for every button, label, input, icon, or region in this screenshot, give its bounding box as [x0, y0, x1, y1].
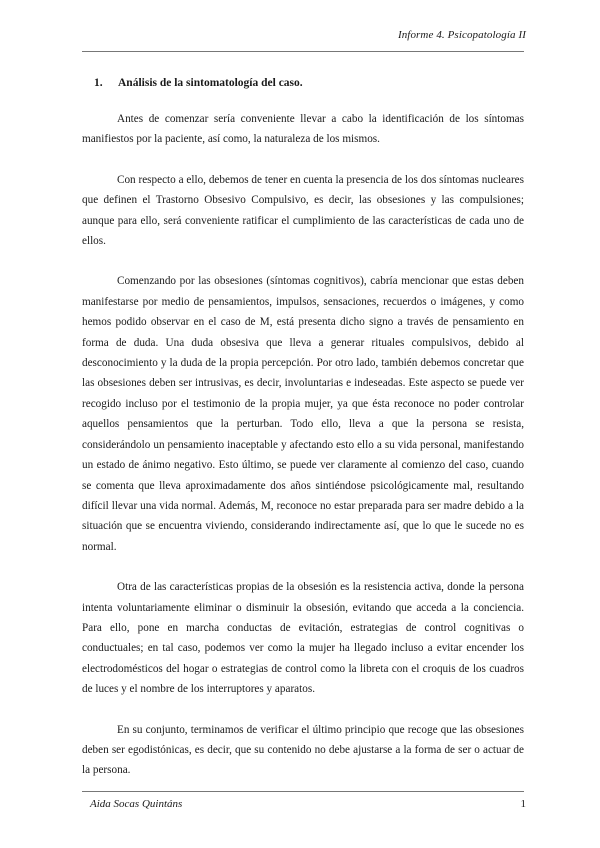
footer-author: Aida Socas Quintáns: [90, 798, 183, 810]
page-body: [82, 77, 524, 801]
section-number: 1.: [94, 77, 103, 89]
paragraph-obsessions: Comenzando por las obsesiones (síntomas cognitivos), cabría mencionar que estas deben manifestarse por medio de pensamientos, impulsos, sensaciones, recuerdos o imágenes, y como hemos podido observar en el caso de M, está presenta dicho signo a través de pensamiento en forma de duda. Una duda obsesiva que lleva a generar rituales compulsivos, debido al desconocimiento y la duda de la propia percepción. Por otro lado, también debemos concretar que las obsesiones deben ser intrusivas, es decir, involuntarias e indeseadas. Este aspecto se puede ver recogido incluso por el testimonio de la propia mujer, ya que ésta reconoce no poder controlar aquellos pensamientos que la perturban. Todo ello, lleva a que la persona se resista, considerándolo un pensamiento inaceptable y afectando esto ello a su vida personal, manifestando un estado de ánimo negativo. Esto último, se puede ver claramente al comienzo del caso, cuando se comenta que lleva aproximadamente dos años sintiéndose psicológicamente mal, resultando difícil llevar una vida normal. Además, M, reconoce no estar preparada para ser madre debido a la situación que se encuentra viviendo, considerando indirectamente así, que lo que le sucede no es normal.: [82, 275, 524, 553]
page-number: 1: [520, 798, 526, 810]
header-divider: [82, 51, 524, 52]
paragraph-active-resistance: Otra de las características propias de la obsesión es la resistencia activa, donde la persona intenta voluntariamente eliminar o disminuir la obsesión, evitando que acceda a la conciencia. Para ello, pone en marcha conductas de evitación, estrategias de control cognitivas o conductuales; en tal caso, podemos ver como la mujer ha llegado incluso a evitar encender los electrodomésticos del hogar o estrategias de control como la libreta con el croquis de los cuadros de luces y el nombre de los interruptores y aparatos.: [82, 581, 524, 696]
section-title-text: Análisis de la sintomatología del caso.: [118, 77, 303, 89]
paragraph-core-symptoms: Con respecto a ello, debemos de tener en cuenta la presencia de los dos síntomas nucleares que definen el Trastorno Obsesivo Compulsivo, es decir, las obsesiones y las compulsiones; aunque para ello, será conveniente ratificar el cumplimiento de las características de cada uno de ellos.: [82, 173, 524, 248]
footer-divider: [82, 791, 524, 792]
paragraph-egodystonic: En su conjunto, terminamos de verificar el último principio que recoge que las obsesiones deben ser egodistónicas, es decir, que su contenido no debe ajustarse a la forma de ser o actuar de la persona.: [82, 723, 524, 777]
section-heading: [94, 77, 524, 89]
paragraph-intro: Antes de comenzar sería conveniente llevar a cabo la identificación de los síntomas manifiestos por la paciente, así como, la naturaleza de los mismos.: [82, 113, 524, 146]
running-header: Informe 4. Psicopatología II: [397, 29, 526, 41]
